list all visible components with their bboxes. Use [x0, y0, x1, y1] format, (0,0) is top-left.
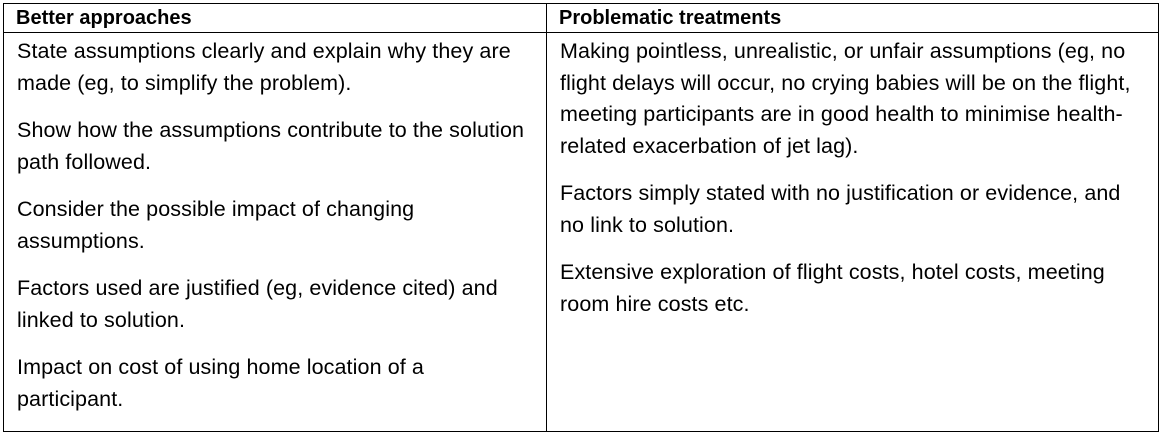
better-approach-item: State assumptions clearly and explain why they are made (eg, to simplify the problem). — [17, 39, 511, 95]
better-approach-item: Consider the possible impact of changing assumptions. — [17, 197, 415, 253]
problematic-treatment-item: Making pointless, unrealistic, or unfair assumptions (eg, no flight delays will occur, no crying babies will be on the flight, meeting participants are in good health to minimise health-related exacerbation of jet lag). — [560, 39, 1131, 158]
better-approach-item: Show how the assumptions contribute to the solution path followed. — [17, 118, 525, 174]
better-approach-item: Impact on cost of using home location of a participant. — [17, 355, 424, 411]
problematic-treatment-item: Extensive exploration of flight costs, hotel costs, meeting room hire costs etc. — [560, 260, 1105, 316]
table-header-row — [4, 4, 1159, 33]
header-problematic-treatments: Problematic treatments — [547, 4, 1159, 33]
comparison-table — [3, 3, 1159, 432]
better-approach-item: Factors used are justified (eg, evidence cited) and linked to solution. — [17, 276, 498, 332]
problematic-treatments-cell — [547, 33, 1159, 432]
better-approaches-cell — [4, 33, 547, 432]
table-body-row — [4, 33, 1159, 432]
header-better-approaches: Better approaches — [4, 4, 547, 33]
problematic-treatment-item: Factors simply stated with no justification or evidence, and no link to solution. — [560, 181, 1121, 237]
